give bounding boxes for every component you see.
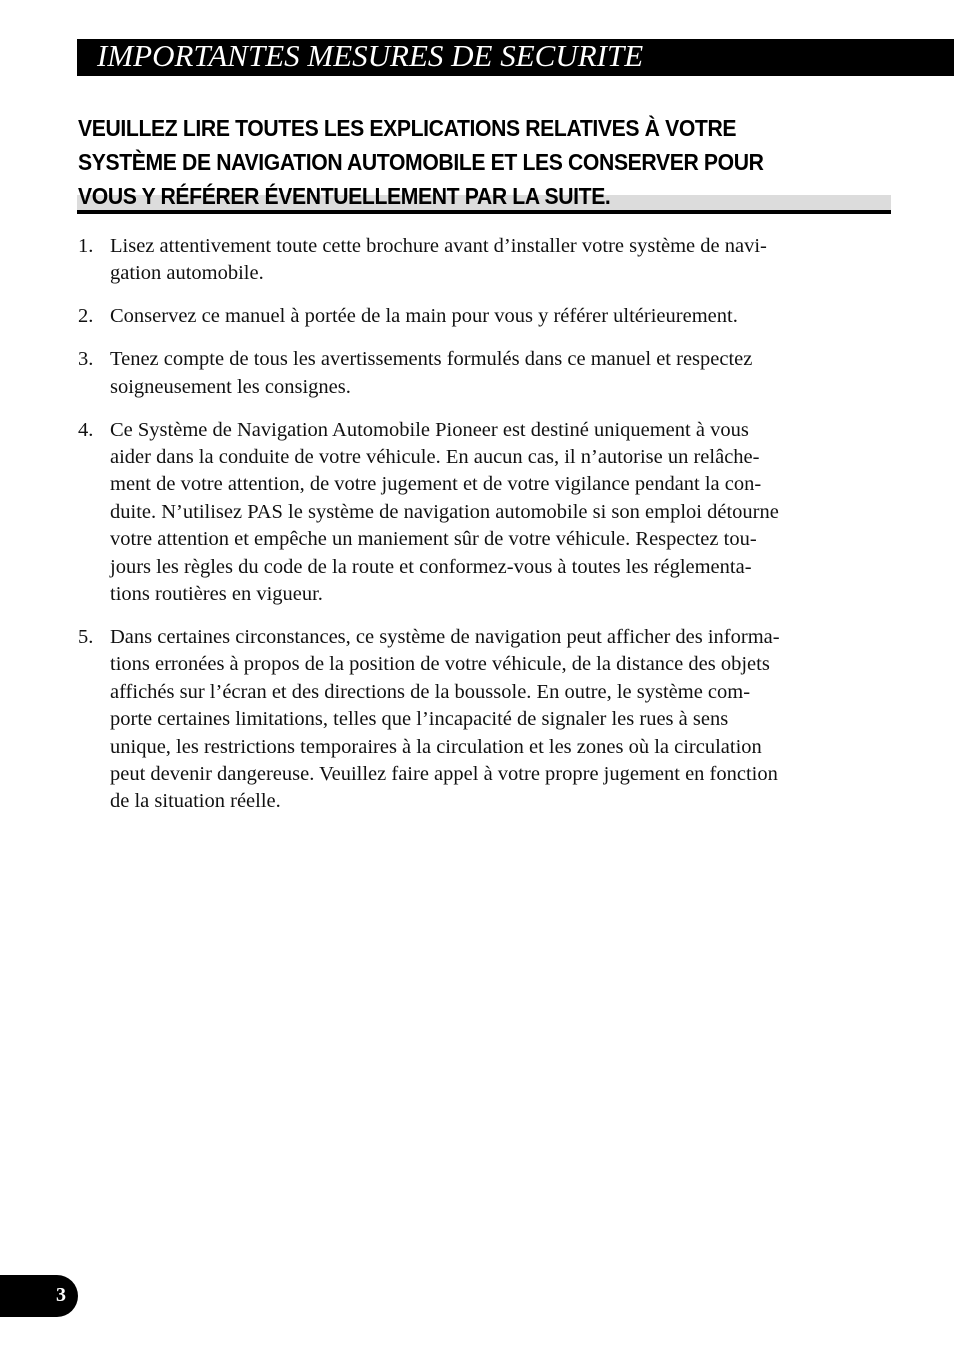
notice-heading: [78, 111, 814, 213]
list-item-text-line: tions routières en vigueur.: [110, 582, 323, 605]
list-item: [78, 417, 858, 609]
list-item-text-line: Conservez ce manuel à portée de la main pour vous y référer ultérieurement.: [110, 305, 738, 328]
notice-heading-line: VOUS Y RÉFÉRER ÉVENTUELLEMENT PAR LA SUITE.: [78, 183, 611, 209]
list-item-text-line: soigneusement les consignes.: [110, 375, 351, 398]
list-item-text-line: Ce Système de Navigation Automobile Pioneer est destiné uniquement à vous: [110, 418, 749, 441]
list-item-text-line: Dans certaines circonstances, ce système de navigation peut afficher des informa-: [110, 625, 780, 648]
list-item-text-line: unique, les restrictions temporaires à la circulation et les zones où la circulation: [110, 735, 762, 758]
list-item-number: 1.: [78, 235, 94, 257]
list-item-text-line: aider dans la conduite de votre véhicule. En aucun cas, il n’autorise un relâche-: [110, 445, 760, 468]
list-item-text-line: de la situation réelle.: [110, 790, 281, 813]
list-item-text-line: Lisez attentivement toute cette brochure avant d’installer votre système de navi-: [110, 235, 767, 257]
list-item-number: 3.: [78, 348, 94, 371]
list-item-number: 2.: [78, 305, 94, 328]
notice-heading-line: VEUILLEZ LIRE TOUTES LES EXPLICATIONS RELATIVES À VOTRE: [78, 115, 737, 141]
page-number: 3: [56, 1284, 66, 1306]
list-item-text-line: gation automobile.: [110, 262, 264, 285]
list-item: [78, 624, 858, 816]
page-number-tab: [0, 1275, 78, 1317]
list-item: [78, 303, 858, 330]
list-item-text-line: duite. N’utilisez PAS le système de navigation automobile si son emploi détourne: [110, 500, 779, 523]
list-item-text-line: peut devenir dangereuse. Veuillez faire appel à votre propre jugement en fonction: [110, 762, 778, 785]
list-item: [78, 233, 858, 288]
list-item-text-line: Tenez compte de tous les avertissements formulés dans ce manuel et respectez: [110, 348, 753, 371]
list-item-text-line: ment de votre attention, de votre jugement et de votre vigilance pendant la con-: [110, 473, 762, 496]
list-item-text-line: affichés sur l’écran et des directions de la boussole. En outre, le système com-: [110, 680, 751, 703]
list-item-text-line: jours les règles du code de la route et conformez-vous à toutes les réglementa-: [110, 555, 752, 578]
section-title: IMPORTANTES MESURES DE SECURITE: [97, 38, 644, 73]
list-item-number: 4.: [78, 418, 94, 441]
list-item-text-line: votre attention et empêche un maniement sûr de votre véhicule. Respectez tou-: [110, 528, 757, 551]
section-title-bar: [77, 39, 954, 76]
list-item-number: 5.: [78, 625, 94, 648]
list-item: [78, 346, 858, 401]
safety-instructions-list: [78, 233, 858, 831]
list-item-text-line: porte certaines limitations, telles que l’incapacité de signaler les rues à sens: [110, 708, 729, 731]
notice-heading-line: SYSTÈME DE NAVIGATION AUTOMOBILE ET LES CONSERVER POUR: [78, 149, 764, 175]
list-item-text-line: tions erronées à propos de la position de votre véhicule, de la distance des objets: [110, 653, 770, 676]
